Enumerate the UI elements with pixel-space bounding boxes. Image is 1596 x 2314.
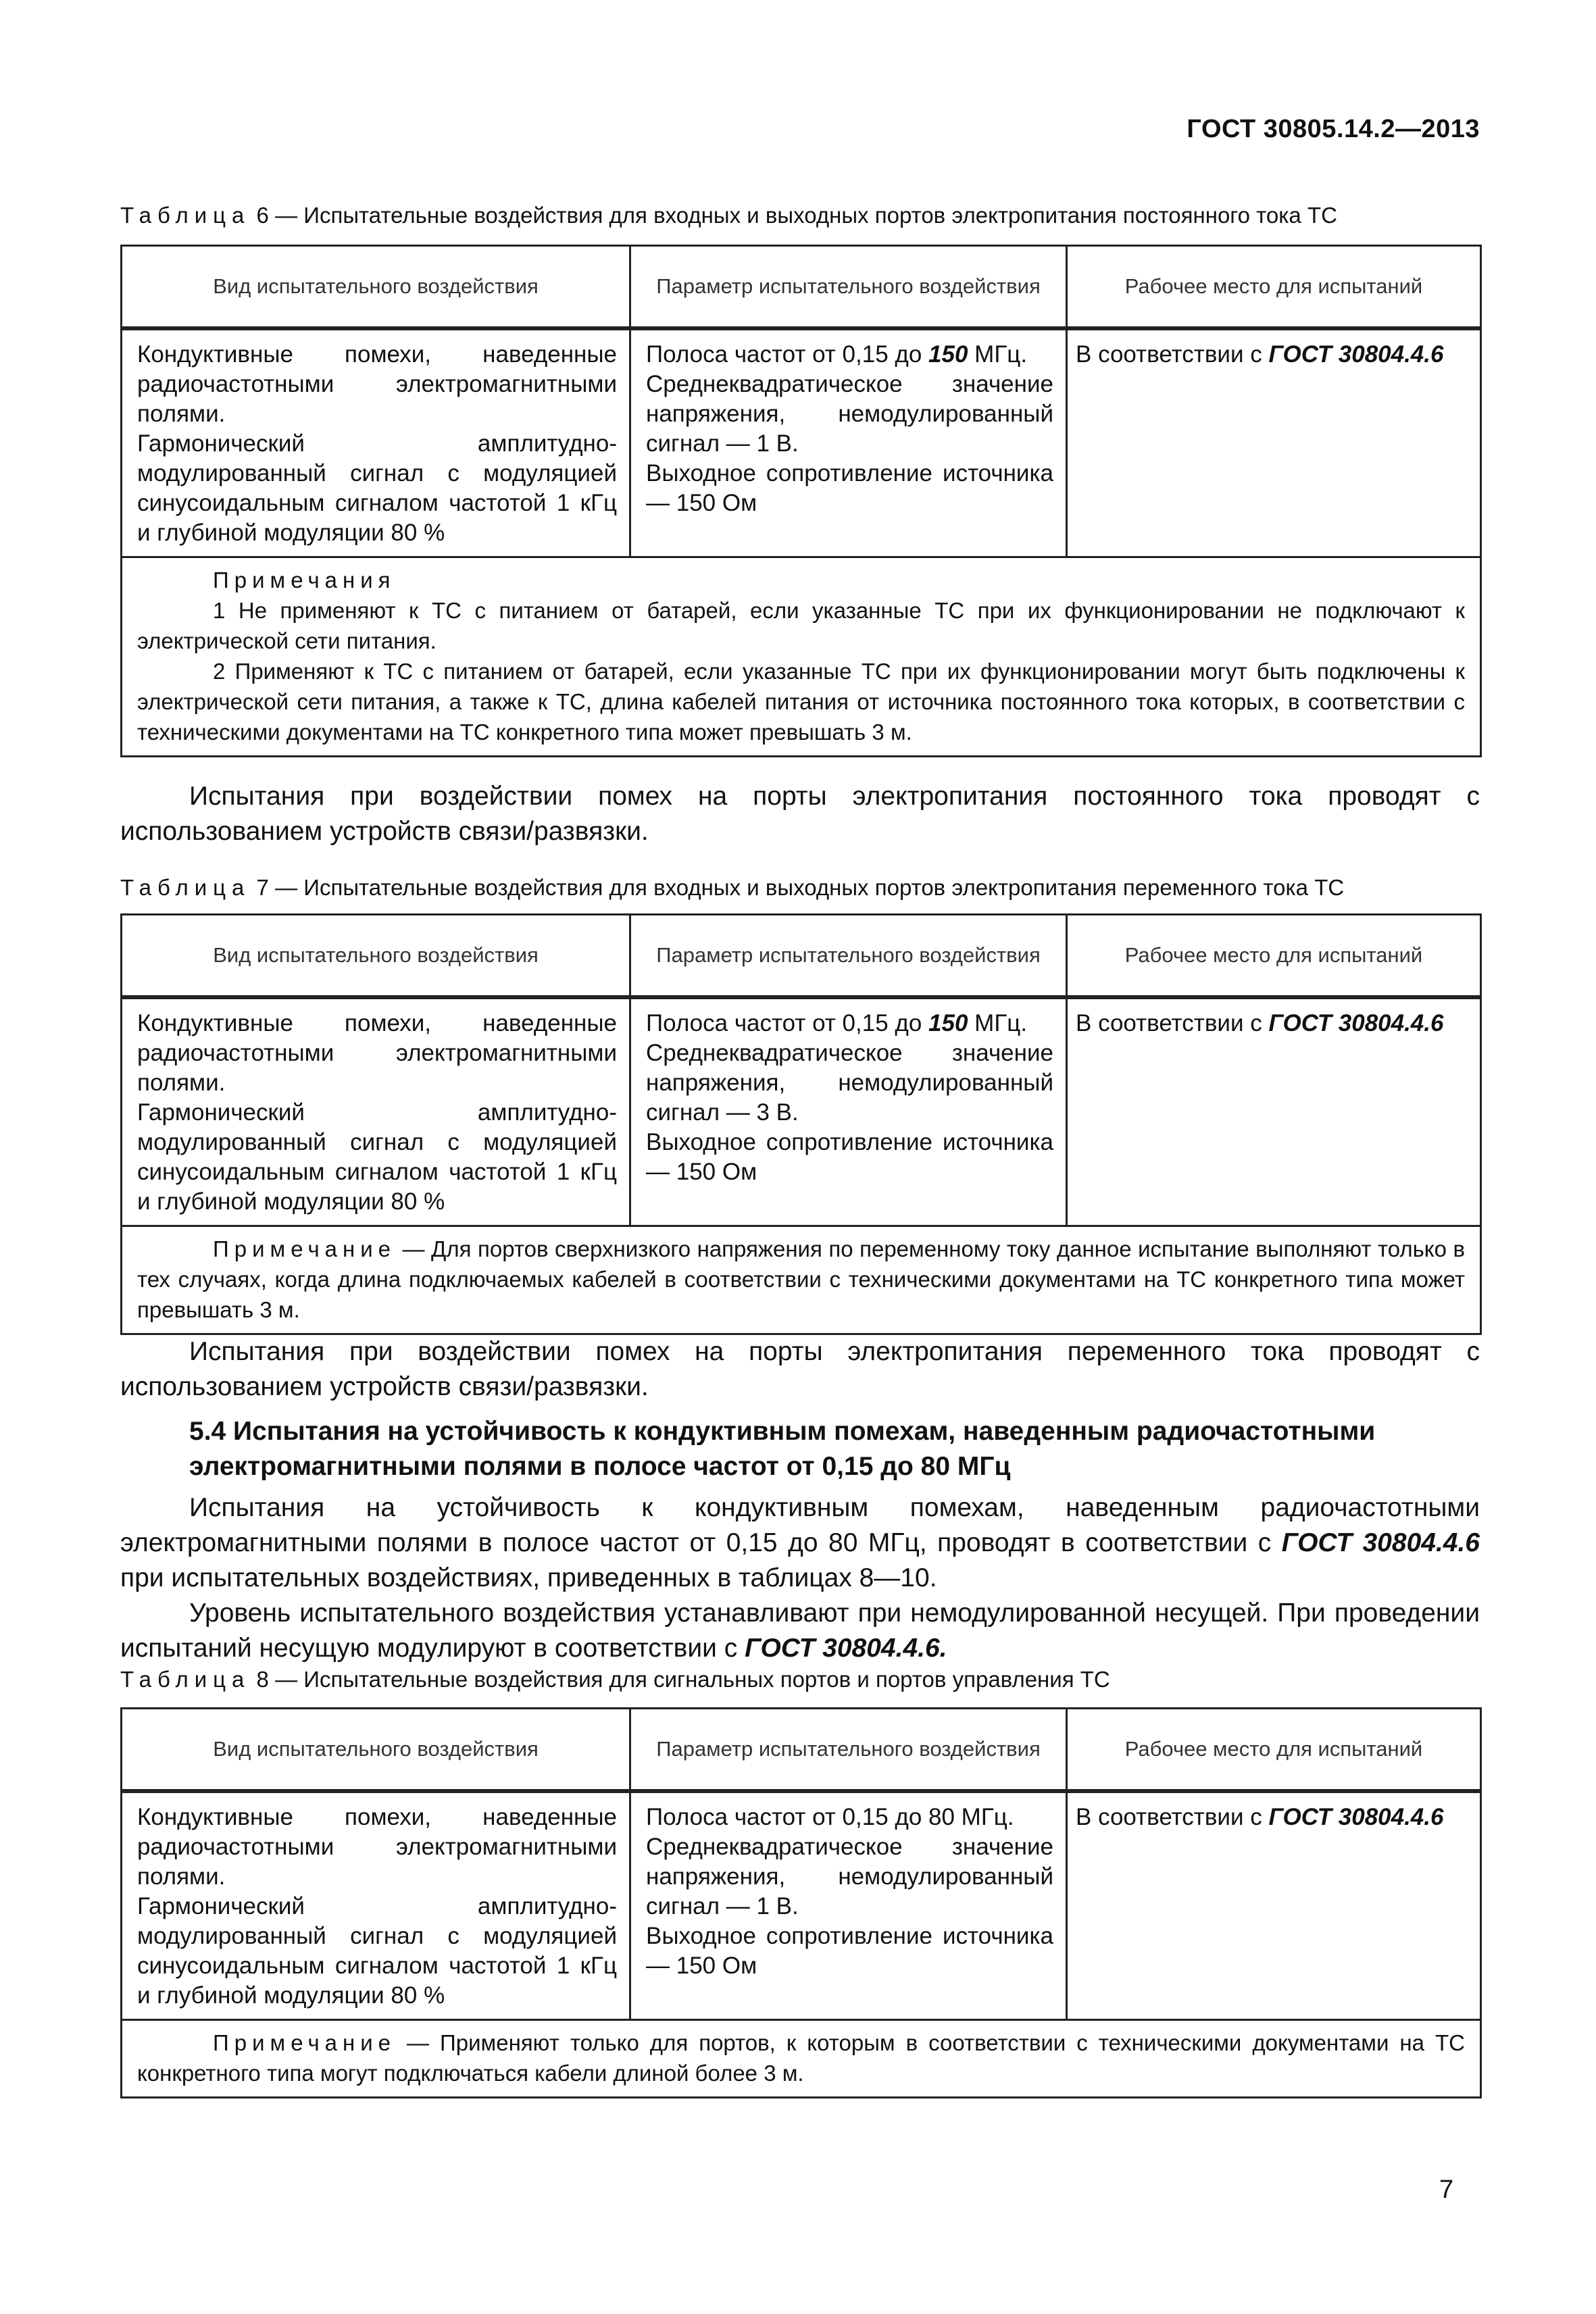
- table-8-note-title: Примечание: [213, 2030, 397, 2055]
- table-8-note-text: — Применяют только для портов, к которым в соответствии с техническими документами на ТС конкретного типа могут подключаться кабели длиной более 3 м.: [137, 2030, 1465, 2086]
- paragraph-ac-ports: [120, 1334, 1480, 1405]
- table-7-parameter-cell: [631, 999, 1066, 1195]
- section-5-4-body: [120, 1490, 1480, 1666]
- table-7-caption: [120, 875, 1485, 901]
- table-6-note-1: 1 Не применяют к ТС с питанием от батарей, если указанные ТС при их функционировании не подключают к электрической сети питания.: [137, 597, 1465, 653]
- table-8: [120, 1707, 1482, 2098]
- table-7-workplace-text: В соответствии с: [1076, 1009, 1269, 1036]
- table-8-header-workplace: Рабочее место для испытаний: [1067, 1709, 1481, 1791]
- table-7-source-impedance: Выходное сопротивление источника — 150 Ом: [646, 1128, 1053, 1185]
- table-7-type-line-2: Гармонический амплитудно-модулированный сигнал с модуляцией синусоидальным сигналом частотой 1 кГц и глубиной модуляции 80 %: [137, 1099, 617, 1215]
- table-8-workplace-cell: [1068, 1793, 1480, 1840]
- table-6-frequency-max: 150: [928, 341, 968, 368]
- table-6-type-cell: [122, 330, 629, 556]
- table-6-header-workplace: Рабочее место для испытаний: [1067, 246, 1481, 328]
- table-6-header-parameter: Параметр испытательного воздействия: [630, 246, 1067, 328]
- table-7-note-text: — Для портов сверхнизкого напряжения по переменному току данное испытание выполняют только в тех случаях, когда длина подключаемых кабелей в соответствии с техническими документами на ТС конкретного типа может превышать 3 м.: [137, 1236, 1465, 1322]
- table-7-frequency-lead: Полоса частот от 0,15 до: [646, 1009, 929, 1036]
- table-7-gost-reference: ГОСТ 30804.4.6: [1268, 1009, 1444, 1036]
- table-7-workplace-cell: [1068, 999, 1480, 1047]
- table-6-frequency-lead: Полоса частот от 0,15 до: [646, 341, 929, 368]
- table-8-parameter-cell: [631, 1793, 1066, 1989]
- table-6-caption-word: Таблица: [120, 203, 251, 228]
- table-6-workplace-text: В соответствии с: [1076, 341, 1269, 368]
- table-6-caption-text: 6 — Испытательные воздействия для входных и выходных портов электропитания постоянного тока ТС: [250, 203, 1337, 228]
- section-5-4-p1-gost: ГОСТ 30804.4.6: [1281, 1528, 1480, 1557]
- section-5-4-p1-text: Испытания на устойчивость к кондуктивным помехам, наведенным радиочастотными электромагнитными полями в полосе частот от 0,15 до 80 МГц, проводят в соответствии с: [120, 1493, 1480, 1557]
- table-6-parameter-cell: [631, 330, 1066, 526]
- table-6-frequency-band: [646, 340, 1053, 370]
- section-5-4-p2-gost: ГОСТ 30804.4.6.: [745, 1634, 947, 1663]
- table-8-header-parameter: Параметр испытательного воздействия: [630, 1709, 1067, 1791]
- table-8-rms-voltage: Среднеквадратическое значение напряжения, немодулированный сигнал — 1 В.: [646, 1833, 1053, 1919]
- table-7-type-cell: [122, 999, 629, 1225]
- section-5-4-p2-text: Уровень испытательного воздействия устанавливают при немодулированной несущей. При проведении испытаний несущую модулируют в соответствии с: [120, 1599, 1480, 1663]
- table-8-workplace-text: В соответствии с: [1076, 1803, 1269, 1830]
- table-8-gost-reference: ГОСТ 30804.4.6: [1268, 1803, 1444, 1830]
- document-code: ГОСТ 30805.14.2—2013: [1187, 115, 1480, 143]
- table-7-note: [122, 1227, 1480, 1333]
- table-8-type-line-1: Кондуктивные помехи, наведенные радиочастотными электромагнитными полями.: [137, 1803, 617, 1890]
- table-6-rms-voltage: Среднеквадратическое значение напряжения, немодулированный сигнал — 1 В.: [646, 370, 1053, 457]
- table-8-note: [122, 2021, 1480, 2096]
- table-7: [120, 913, 1482, 1335]
- table-8-header-type: Вид испытательного воздействия: [122, 1709, 630, 1791]
- table-8-type-line-2: Гармонический амплитудно-модулированный сигнал с модуляцией синусоидальным сигналом частотой 1 кГц и глубиной модуляции 80 %: [137, 1892, 617, 2009]
- paragraph-ac-ports-text: Испытания при воздействии помех на порты электропитания переменного тока проводят с использованием устройств связи/развязки.: [120, 1337, 1480, 1401]
- table-7-header-type: Вид испытательного воздействия: [122, 915, 630, 997]
- table-6-notes: [122, 558, 1480, 755]
- table-6-caption: [120, 203, 1485, 228]
- table-6-type-line-1: Кондуктивные помехи, наведенные радиочастотными электромагнитными полями.: [137, 341, 617, 427]
- table-6: [120, 245, 1482, 757]
- table-6-source-impedance: Выходное сопротивление источника — 150 Ом: [646, 459, 1053, 516]
- table-8-source-impedance: Выходное сопротивление источника — 150 Ом: [646, 1922, 1053, 1979]
- page-number: 7: [1439, 2175, 1454, 2204]
- table-6-frequency-unit: МГц.: [968, 341, 1028, 368]
- table-7-frequency-band: [646, 1009, 1053, 1038]
- table-8-frequency-band: Полоса частот от 0,15 до 80 МГц.: [646, 1803, 1014, 1830]
- table-6-header-type: Вид испытательного воздействия: [122, 246, 630, 328]
- table-6-type-line-2: Гармонический амплитудно-модулированный сигнал с модуляцией синусоидальным сигналом частотой 1 кГц и глубиной модуляции 80 %: [137, 430, 617, 546]
- table-6-note-2: 2 Применяют к ТС с питанием от батарей, если указанные ТС при их функционировании могут быть подключены к электрической сети питания, а также к ТС, длина кабелей питания от источника постоянного тока которых, в соответствии с техническими документами на ТС конкретного типа может превышать 3 м.: [137, 658, 1465, 745]
- table-7-type-line-1: Кондуктивные помехи, наведенные радиочастотными электромагнитными полями.: [137, 1009, 617, 1096]
- section-5-4-p1-tail: при испытательных воздействиях, приведенных в таблицах 8—10.: [120, 1563, 937, 1592]
- table-7-caption-word: Таблица: [120, 875, 251, 900]
- table-7-rms-voltage: Среднеквадратическое значение напряжения, немодулированный сигнал — 3 В.: [646, 1039, 1053, 1126]
- table-8-caption: [120, 1667, 1485, 1692]
- table-8-type-cell: [122, 1793, 629, 2019]
- paragraph-dc-ports-text: Испытания при воздействии помех на порты электропитания постоянного тока проводят с использованием устройств связи/развязки.: [120, 782, 1480, 846]
- table-8-caption-text: 8 — Испытательные воздействия для сигнальных портов и портов управления ТС: [250, 1667, 1110, 1692]
- table-6-workplace-cell: [1068, 330, 1480, 378]
- section-5-4-paragraph-1: [120, 1490, 1480, 1596]
- section-5-4-paragraph-2: [120, 1596, 1480, 1666]
- table-6-gost-reference: ГОСТ 30804.4.6: [1268, 341, 1444, 368]
- table-7-note-title: Примечание: [213, 1236, 397, 1261]
- table-7-frequency-max: 150: [928, 1009, 968, 1036]
- table-8-caption-word: Таблица: [120, 1667, 251, 1692]
- section-5-4-title: 5.4 Испытания на устойчивость к кондуктивным помехам, наведенным радиочастотными электромагнитными полями в полосе частот от 0,15 до 80 МГц: [189, 1417, 1376, 1481]
- table-7-frequency-unit: МГц.: [968, 1009, 1028, 1036]
- table-7-header-workplace: Рабочее место для испытаний: [1067, 915, 1481, 997]
- table-7-header-parameter: Параметр испытательного воздействия: [630, 915, 1067, 997]
- table-6-notes-title: Примечания: [213, 567, 396, 593]
- paragraph-dc-ports: [120, 779, 1480, 849]
- table-7-caption-text: 7 — Испытательные воздействия для входных и выходных портов электропитания переменного тока ТС: [250, 875, 1345, 900]
